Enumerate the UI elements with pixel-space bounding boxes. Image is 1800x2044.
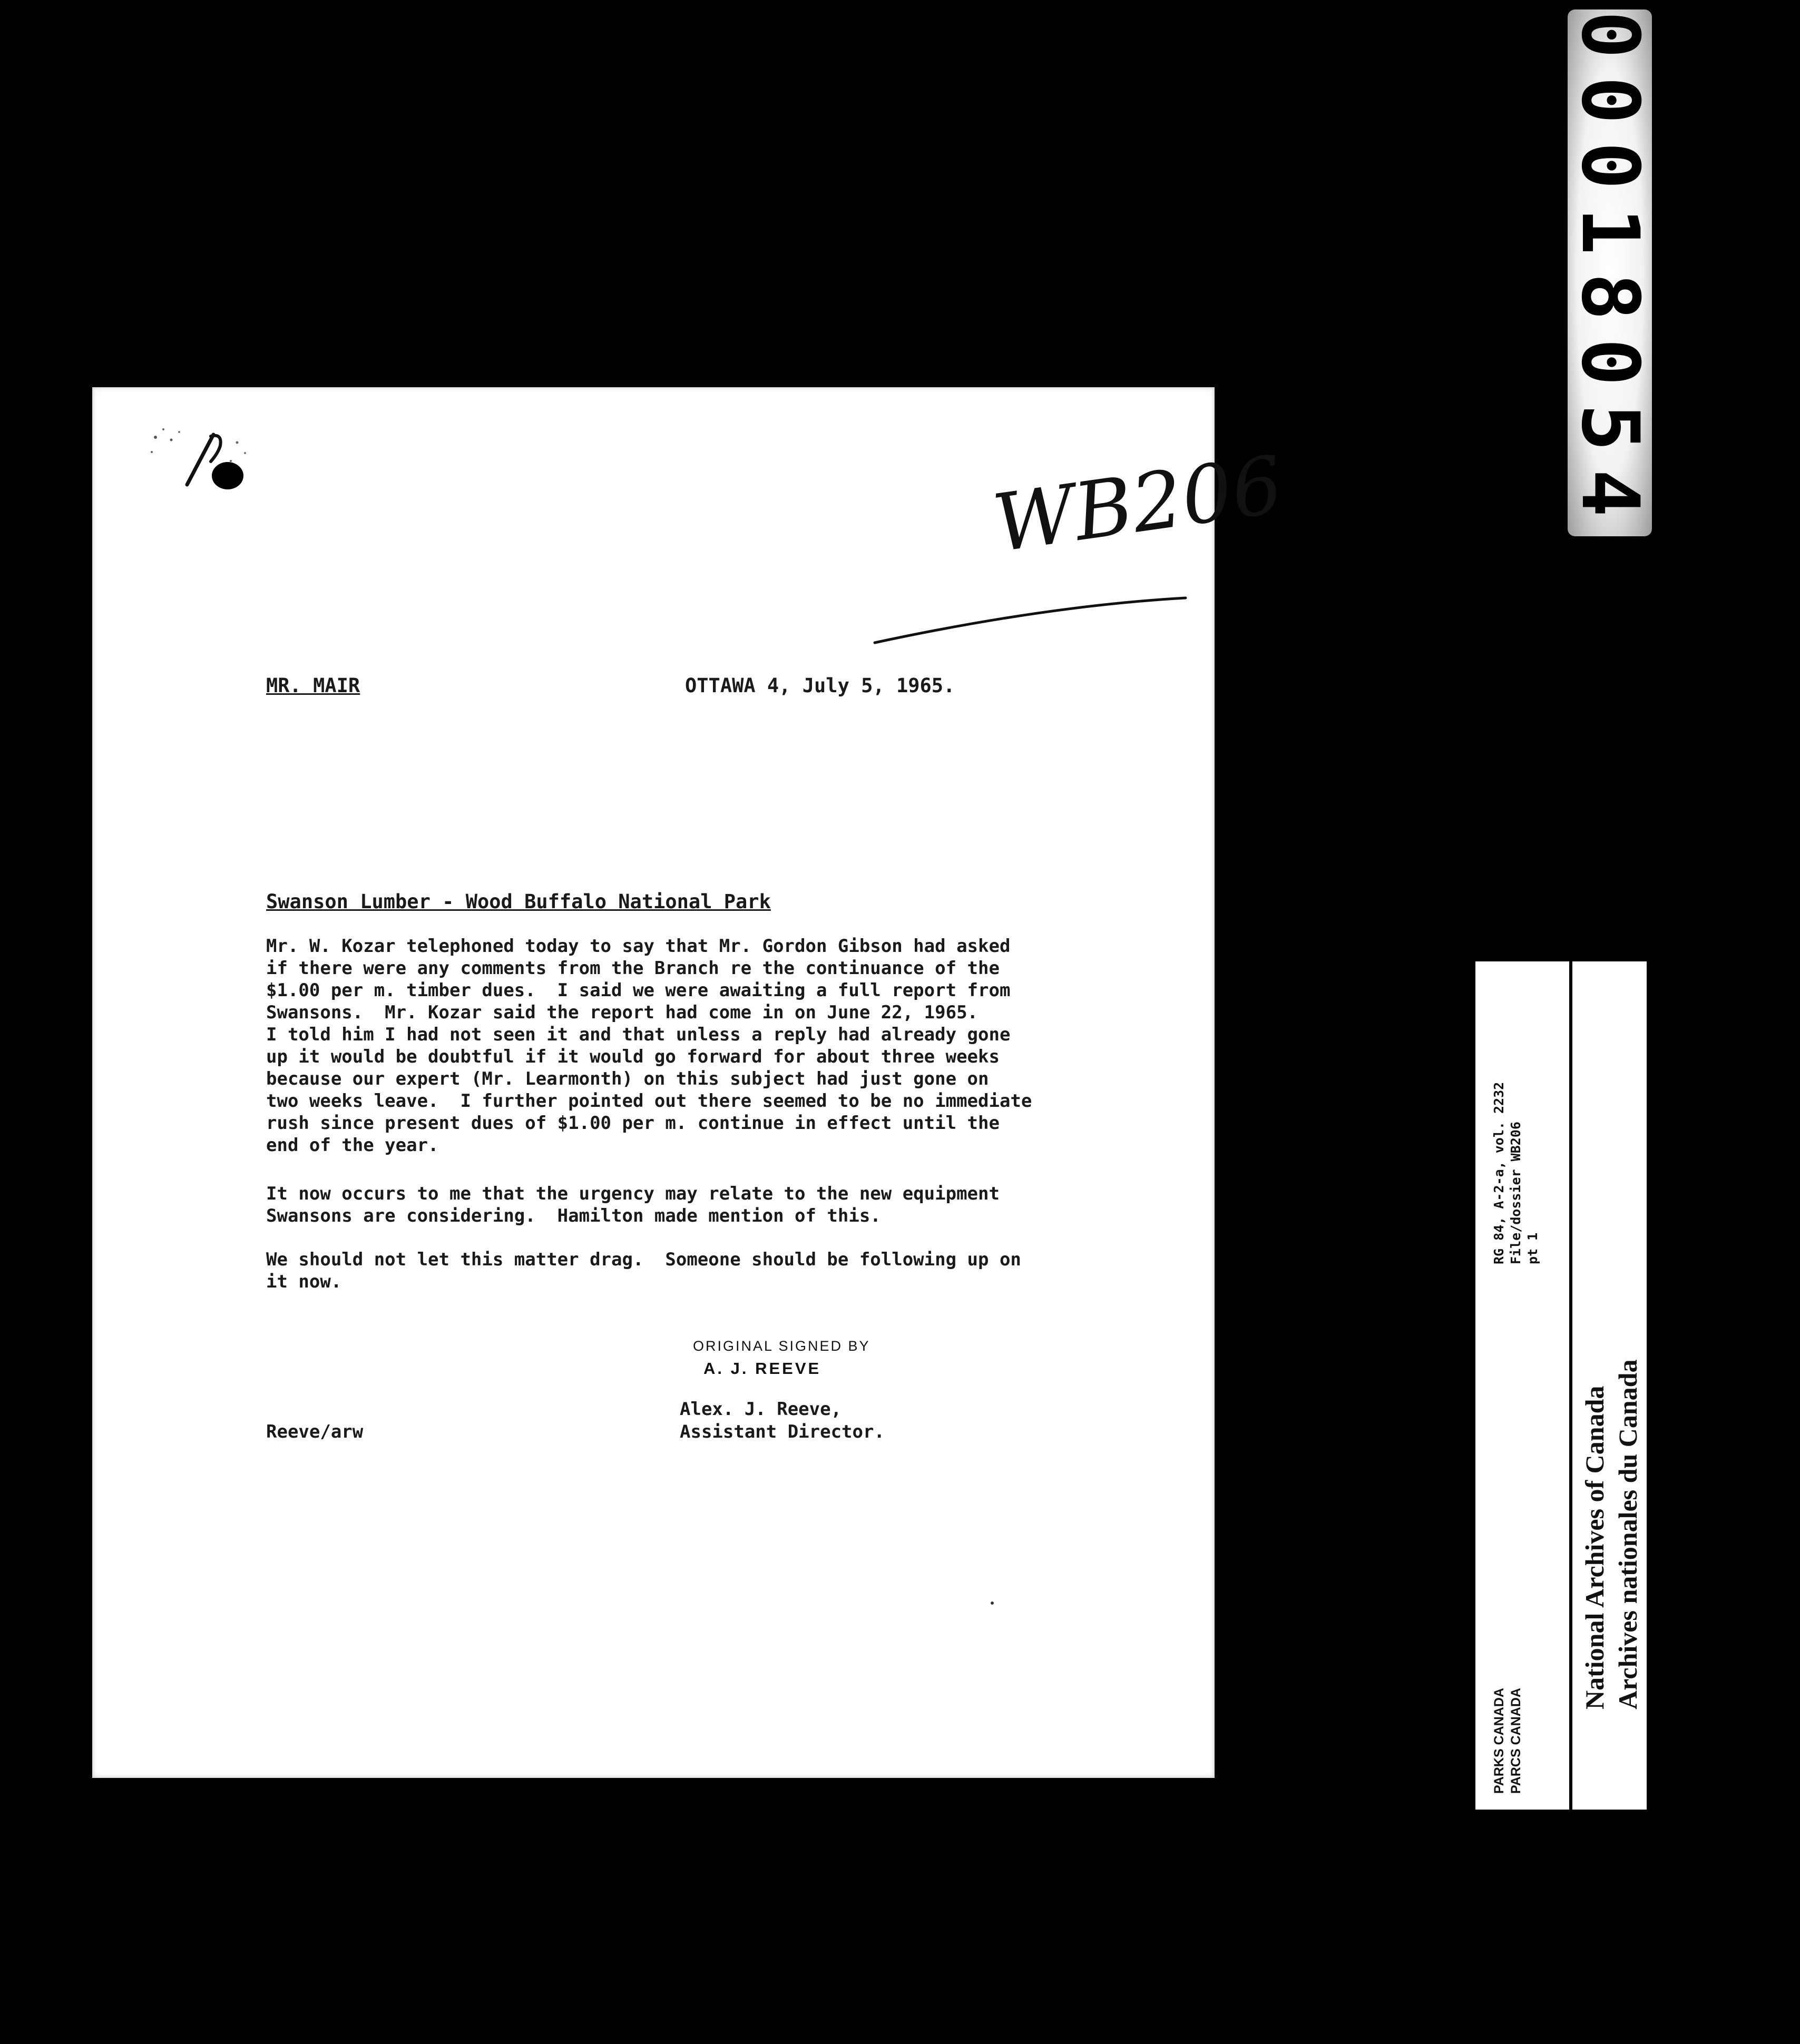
archives-caption-tab (1475, 961, 1647, 1810)
body-line: if there were any comments from the Branch re the continuance of the (266, 958, 1000, 979)
body-line: I told him I had not seen it and that unless a reply had already gone (266, 1024, 1011, 1045)
folio-mark (137, 403, 274, 500)
body-line: $1.00 per m. timber dues. I said we were awaiting a full report from (266, 980, 1011, 1001)
signer-name: Alex. J. Reeve, (680, 1399, 842, 1420)
handwritten-mark-icon (137, 403, 274, 500)
body-line: two weeks leave. I further pointed out there seemed to be no immediate (266, 1090, 1032, 1112)
reference-initials: Reeve/arw (266, 1421, 364, 1442)
letter-page (92, 387, 1288, 1778)
body-line: up it would be doubtful if it would go forward for about three weeks (266, 1046, 1000, 1067)
file-code-text: WB206 (988, 439, 1288, 571)
body-line: We should not let this matter drag. Someone should be following up on (266, 1249, 1021, 1270)
folio-mark-text: 1 (137, 403, 142, 413)
agency-name-en: PARKS CANADA (1492, 1688, 1506, 1794)
body-line: end of the year. (266, 1135, 439, 1156)
body-line: It now occurs to me that the urgency may relate to the new equipment (266, 1183, 1000, 1204)
archive-reference-line-1: RG 84, A-2-a, vol. 2232 (1491, 1082, 1506, 1264)
signature-stamp-name: A. J. REEVE (703, 1359, 821, 1378)
body-paragraph-1 (266, 935, 1032, 1156)
signer-title: Assistant Director. (680, 1421, 885, 1442)
archives-name-fr: Archives nationales du Canada (1613, 1359, 1642, 1709)
body-line: because our expert (Mr. Learmonth) on this subject had just gone on (266, 1068, 989, 1089)
body-line: it now. (266, 1271, 342, 1292)
body-line: Mr. W. Kozar telephoned today to say that Mr. Gordon Gibson had asked (266, 936, 1011, 957)
archives-name-en: National Archives of Canada (1580, 1385, 1609, 1709)
addressee: MR. MAIR (266, 674, 360, 697)
paper-speck (991, 1601, 994, 1605)
body-line: rush since present dues of $1.00 per m. continue in effect until the (266, 1113, 1000, 1134)
body-paragraph-3 (266, 1249, 1021, 1293)
frame-number: 00018054 (1564, 11, 1656, 535)
signature-stamp-caption: ORIGINAL SIGNED BY (693, 1338, 870, 1354)
body-line: Swansons are considering. Hamilton made mention of this. (266, 1205, 881, 1226)
underline-stroke (872, 479, 1273, 659)
archive-reference-line-3: pt 1 (1525, 1232, 1540, 1264)
frame-number-strip (1564, 9, 1656, 536)
body-paragraph-2 (266, 1183, 1000, 1227)
body-line: Swansons. Mr. Kozar said the report had come in on June 22, 1965. (266, 1002, 979, 1023)
subject-line: Swanson Lumber - Wood Buffalo National Park (266, 890, 771, 913)
tab-divider (1569, 961, 1572, 1810)
archive-reference-line-2: File/dossier WB206 (1508, 1122, 1523, 1264)
dateline: OTTAWA 4, July 5, 1965. (685, 674, 955, 697)
agency-name-fr: PARCS CANADA (1509, 1688, 1523, 1794)
handwritten-file-code (872, 439, 1288, 659)
